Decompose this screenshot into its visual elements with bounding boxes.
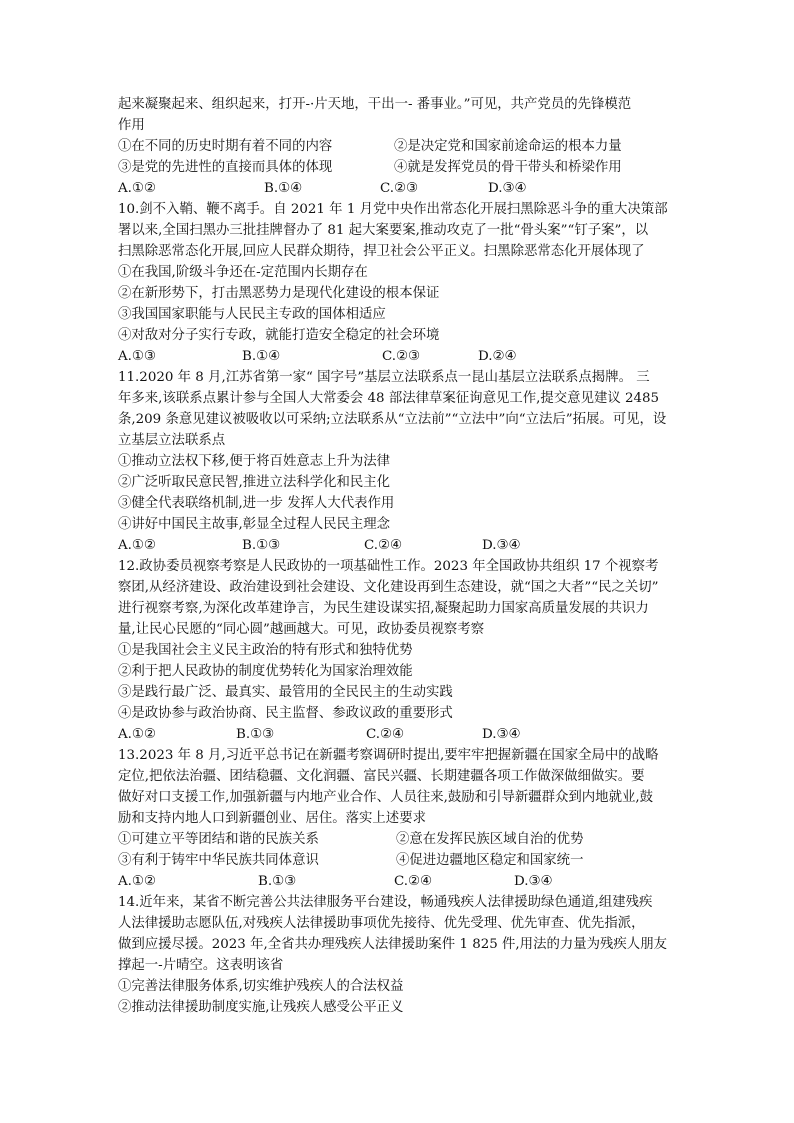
question-10 [118, 199, 688, 367]
q12-option-3: ③是践行最广泛、最真实、最管用的全民民主的生动实践 [118, 685, 453, 700]
question-12 [118, 556, 688, 745]
q10-choice-d: D.②④ [478, 349, 517, 364]
q10-stem-line-2: 署以来,全国扫黑办三批挂牌督办了 81 起大案要案,推动攻克了一批“骨头案”“钉子案”，以 [118, 223, 649, 238]
q12-choices [118, 724, 688, 745]
q9-choices [118, 178, 688, 199]
q13-option-1: ①可建立平等团结和谐的民族关系 [118, 832, 319, 847]
q12-stem-line-2: 察团,从经济建设、政治建设到社会建设、文化建设再到生态建设，就“国之大者”“民之关切” [118, 580, 659, 595]
q10-option-4: ④对敌对分子实行专政，就能打造安全稳定的社会环境 [118, 328, 440, 343]
q13-choice-d: D.③④ [514, 874, 553, 889]
q11-stem-line-4: 立基层立法联系点 [118, 433, 226, 448]
q13-stem-line-4: 励和支持内地人口到新疆创业、居住。落实上述要求 [118, 811, 426, 826]
q11-option-2: ②广泛听取民意民智,推进立法科学化和民主化 [118, 475, 391, 490]
q10-choices [118, 346, 688, 367]
page-content [118, 94, 688, 1018]
q11-choices [118, 535, 688, 556]
q10-choice-a: A.①③ [118, 349, 156, 364]
q13-stem-line-2: 定位,把依法治疆、团结稳疆、文化润疆、富民兴疆、长期建疆各项工作做深做细做实。要 [118, 769, 645, 784]
q9-options-row-1 [118, 136, 688, 157]
q11-choice-d: D.③④ [482, 538, 521, 553]
q13-choices [118, 871, 688, 892]
q13-choice-b: B.①③ [258, 874, 297, 889]
q13-option-3: ③有利于铸牢中华民族共同体意识 [118, 853, 319, 868]
q12-choice-b: B.①③ [236, 727, 275, 742]
q11-stem-line-2: 年多来,该联系点累计参与全国人大常委会 48 部法律草案征询意见工作,提交意见建议 2485 [118, 391, 660, 406]
q14-option-2: ②推动法律援助制度实施,让残疾人感受公平正义 [118, 1000, 404, 1015]
q9-option-4: ④就是发挥党员的骨干带头和桥梁作用 [394, 160, 622, 175]
q9-stem-line-2: 作用 [118, 118, 145, 133]
q10-option-2: ②在新形势下，打击黑恶势力是现代化建设的根本保证 [118, 286, 440, 301]
q14-stem-line-1: 14.近年来，某省不断完善公共法律服务平台建设，畅通残疾人法律援助绿色通道,组建残疾 [118, 895, 653, 910]
q12-option-2: ②利于把人民政协的制度优势转化为国家治理效能 [118, 664, 413, 679]
q14-stem-line-3: 做到应援尽援。2023 年,全省共办理残疾人法律援助案件 1 825 件,用法的力量为残疾人朋友 [118, 937, 667, 952]
q13-choice-a: A.①② [118, 874, 156, 889]
q10-choice-c: C.②③ [382, 349, 421, 364]
q10-choice-b: B.①④ [242, 349, 281, 364]
q9-stem-line-1: 起来凝聚起来、组织起来，打开-·片天地，干出一- 番事业。”可见，共产党员的先锋模范 [118, 97, 632, 112]
q9-choice-c: C.②③ [380, 181, 419, 196]
q11-option-3: ③健全代表联络机制,进一步 发挥人大代表作用 [118, 496, 395, 511]
q9-option-1: ①在不同的历史时期有着不同的内容 [118, 139, 333, 154]
q14-stem-line-4: 撑起一-片晴空。这表明该省 [118, 958, 284, 973]
q11-option-4: ④讲好中国民主故事,彰显全过程人民民主理念 [118, 517, 391, 532]
q11-stem-line-1: 11.2020 年 8 月,江苏省第一家“ 国字号”基层立法联系点一昆山基层立法联系点揭牌。 三 [118, 370, 650, 385]
q10-option-1: ①在我国,阶级斗争还在-定范围内长期存在 [118, 265, 368, 280]
q9-option-3: ③是党的先进性的直接而具体的体现 [118, 160, 333, 175]
question-13 [118, 745, 688, 892]
q9-choice-d: D.③④ [488, 181, 527, 196]
q12-option-1: ①是我国社会主义民主政治的特有形式和独特优势 [118, 643, 413, 658]
q11-choice-c: C.②④ [364, 538, 403, 553]
q14-option-1: ①完善法律服务体系,切实维护残疾人的合法权益 [118, 979, 404, 994]
q12-option-4: ④是政协参与政治协商、民主监督、参政议政的重要形式 [118, 706, 453, 721]
question-11 [118, 367, 688, 556]
q12-choice-a: A.①② [118, 727, 156, 742]
q13-option-2: ②意在发挥民族区域自治的优势 [396, 832, 584, 847]
q11-option-1: ①推动立法权下移,便于将百姓意志上升为法律 [118, 454, 391, 469]
q13-stem-line-3: 做好对口支援工作,加强新疆与内地产业合作、人员往来,鼓励和引导新疆群众到内地就业,鼓 [118, 790, 654, 805]
q10-stem-line-3: 扫黑除恶常态化开展,回应人民群众期待，捍卫社会公平正义。扫黑除恶常态化开展体现了 [118, 244, 645, 259]
q11-choice-a: A.①② [118, 538, 156, 553]
q13-option-4: ④促进边疆地区稳定和国家统一 [396, 853, 584, 868]
q13-stem-line-1: 13.2023 年 8 月,习近平总书记在新疆考察调研时提出,要牢牢把握新疆在国家全局中的战略 [118, 748, 659, 763]
q12-stem-line-1: 12.政协委员视察考察是人民政协的一项基础性工作。2023 年全国政协共组织 17 个视察考 [118, 559, 659, 574]
q9-options-row-2 [118, 157, 688, 178]
q9-choice-a: A.①② [118, 181, 156, 196]
q13-options-row-2 [118, 850, 688, 871]
q13-choice-c: C.②④ [394, 874, 433, 889]
q9-option-2: ②是决定党和国家前途命运的根本力量 [394, 139, 622, 154]
q9-choice-b: B.①④ [264, 181, 303, 196]
q11-stem-line-3: 条,209 条意见建议被吸收以可采纳;立法联系从“立法前”“立法中”向“立法后”拓展。可见，设 [118, 412, 667, 427]
q10-stem-line-1: 10.剑不入鞘、鞭不离手。自 2021 年 1 月党中央作出常态化开展扫黑除恶斗争的重大决策部 [118, 202, 668, 217]
q11-choice-b: B.①③ [242, 538, 281, 553]
question-9 [118, 94, 688, 199]
q13-options-row-1 [118, 829, 688, 850]
q14-stem-line-2: 人法律援助志愿队伍,对残疾人法律援助事项优先接待、优先受理、优先审查、优先指派， [118, 916, 645, 931]
q12-choice-c: C.②④ [366, 727, 405, 742]
q10-option-3: ③我国国家职能与人民民主专政的国体相适应 [118, 307, 386, 322]
q12-choice-d: D.③④ [482, 727, 521, 742]
q12-stem-line-3: 进行视察考察,为深化改革建诤言，为民生建设谋实招,凝聚起助力国家高质量发展的共识力 [118, 601, 649, 616]
q12-stem-line-4: 量,让民心民愿的“同心圆”越画越大。可见，政协委员视察考察 [118, 622, 485, 637]
question-14 [118, 892, 688, 1018]
